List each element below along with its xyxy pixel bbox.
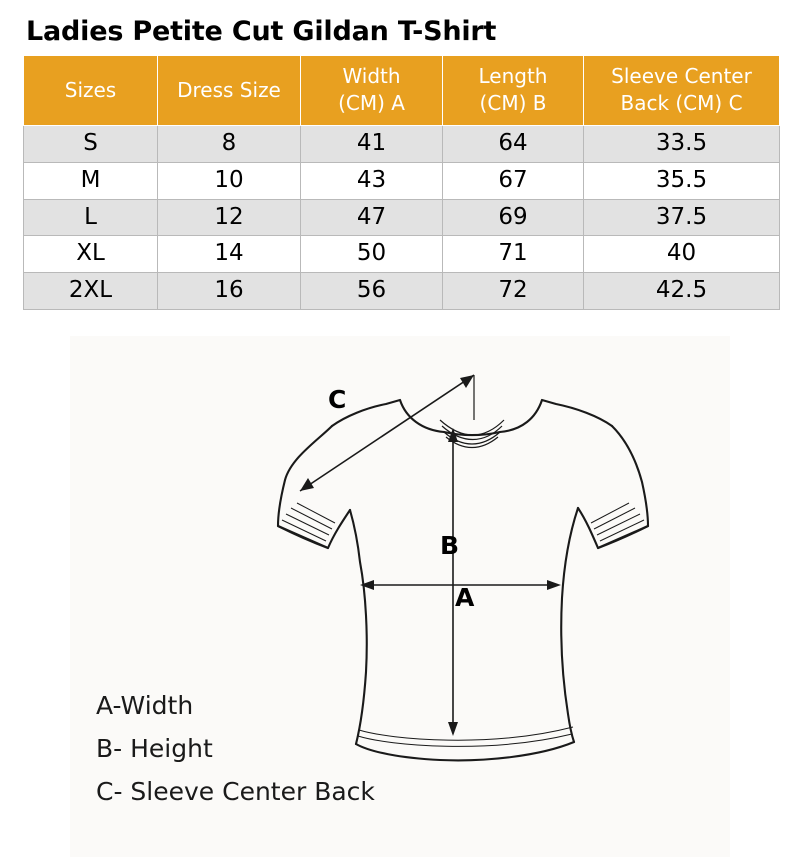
column-header-line: (CM) B	[479, 91, 547, 115]
cell-dress-size: 10	[158, 162, 301, 199]
cell-dress-size: 16	[158, 273, 301, 310]
column-header-sizes	[24, 56, 158, 126]
cell-width: 50	[301, 236, 443, 273]
table-row	[24, 236, 780, 273]
cell-dress-size: 8	[158, 126, 301, 163]
cell-sleeve-center-back: 33.5	[584, 126, 780, 163]
left-sleeve-hem-hatch	[282, 503, 335, 541]
cell-width: 56	[301, 273, 443, 310]
measure-c-label: C	[328, 385, 347, 414]
column-header-line: Sleeve Center	[611, 64, 752, 88]
measure-b-label: B	[440, 531, 460, 560]
column-header-line: Dress Size	[177, 77, 281, 102]
cell-size: 2XL	[24, 273, 158, 310]
cell-size: M	[24, 162, 158, 199]
legend-item-height: B- Height	[96, 734, 213, 763]
size-chart-table	[23, 55, 780, 310]
table-row	[24, 273, 780, 310]
column-header-dress-size	[158, 56, 301, 126]
legend-item-sleeve-center-back: C- Sleeve Center Back	[96, 777, 375, 806]
column-header-sleeve-center-back	[584, 56, 780, 126]
diagram-legend	[96, 684, 375, 813]
column-header-line: Back (CM) C	[620, 91, 743, 115]
bottom-hem-hatch	[358, 727, 573, 746]
table-row	[24, 199, 780, 236]
cell-width: 47	[301, 199, 443, 236]
column-header-width	[301, 56, 443, 126]
cell-dress-size: 12	[158, 199, 301, 236]
cell-length: 71	[443, 236, 584, 273]
column-header-line: (CM) A	[338, 91, 405, 115]
cell-width: 41	[301, 126, 443, 163]
cell-sleeve-center-back: 37.5	[584, 199, 780, 236]
cell-length: 72	[443, 273, 584, 310]
table-row	[24, 162, 780, 199]
cell-length: 69	[443, 199, 584, 236]
cell-size: XL	[24, 236, 158, 273]
cell-length: 64	[443, 126, 584, 163]
column-header-line: Sizes	[64, 77, 117, 102]
cell-size: S	[24, 126, 158, 163]
cell-size: L	[24, 199, 158, 236]
cell-width: 43	[301, 162, 443, 199]
column-header-length	[443, 56, 584, 126]
table-row	[24, 126, 780, 163]
cell-length: 67	[443, 162, 584, 199]
legend-item-width: A-Width	[96, 691, 194, 720]
cell-dress-size: 14	[158, 236, 301, 273]
measure-a-label: A	[455, 583, 475, 612]
column-header-line: Length	[478, 64, 548, 88]
cell-sleeve-center-back: 35.5	[584, 162, 780, 199]
table-header-row	[24, 56, 780, 126]
page-title: Ladies Petite Cut Gildan T-Shirt	[26, 16, 497, 47]
cell-sleeve-center-back: 42.5	[584, 273, 780, 310]
cell-sleeve-center-back: 40	[584, 236, 780, 273]
column-header-line: Width	[342, 64, 401, 88]
measure-b-arrow	[448, 428, 458, 736]
right-sleeve-hem-hatch	[591, 503, 644, 541]
